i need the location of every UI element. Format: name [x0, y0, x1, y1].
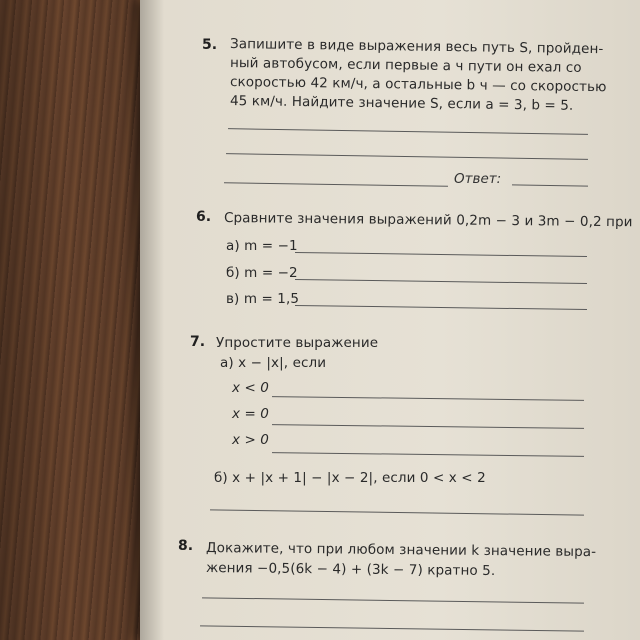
answer-line[interactable] — [210, 509, 584, 515]
answer-line[interactable] — [295, 305, 587, 310]
answer-field-line[interactable] — [512, 184, 588, 186]
problem-5-line-4: 45 км/ч. Найдите значение S, если a = 3, b = 5. — [229, 93, 574, 114]
answer-line[interactable] — [272, 396, 584, 401]
problem-7-case-3: x > 0 — [232, 432, 269, 448]
problem-8-line-2: жения −0,5(6k − 4) + (3k − 7) кратно 5. — [205, 560, 496, 580]
problem-6-item-b: б) m = −2 — [226, 265, 298, 281]
problem-8-number: 8. — [178, 538, 194, 554]
answer-line[interactable] — [226, 153, 588, 160]
problem-5-line-3: скоростью 42 км/ч, а остальные b ч — со скоростью — [229, 74, 607, 96]
workbook-page — [140, 0, 640, 640]
answer-line[interactable] — [224, 182, 448, 187]
problem-7-part-a: а) x − |x|, если — [220, 355, 327, 371]
problem-7-title: Упростите выражение — [216, 335, 379, 351]
problem-8-line-1: Докажите, что при любом значении k значение выра- — [205, 540, 597, 561]
problem-7-case-2: x = 0 — [232, 406, 269, 422]
problem-5-line-2: ный автобусом, если первые a ч пути он ехал со — [229, 55, 582, 76]
answer-line[interactable] — [272, 452, 584, 457]
problem-7-part-b: б) x + |x + 1| − |x − 2|, если 0 < x < 2 — [214, 470, 486, 486]
answer-line[interactable] — [202, 597, 584, 603]
answer-line[interactable] — [272, 424, 584, 429]
answer-label: Ответ: — [454, 171, 502, 187]
problem-6-number: 6. — [196, 209, 212, 225]
page-shadow — [140, 0, 164, 640]
problem-5-line-1: Запишите в виде выражения весь путь S, пройден- — [229, 36, 604, 58]
problem-5-number: 5. — [202, 37, 218, 53]
problem-6-title: Сравните значения выражений 0,2m − 3 и 3m − 0,2 при — [223, 210, 633, 231]
answer-line[interactable] — [200, 625, 584, 631]
answer-line[interactable] — [295, 252, 587, 257]
problem-6-item-c: в) m = 1,5 — [226, 291, 300, 307]
problem-7-number: 7. — [190, 334, 206, 350]
problem-7-case-1: x < 0 — [232, 380, 269, 396]
problem-6-item-a: а) m = −1 — [226, 238, 298, 254]
answer-line[interactable] — [228, 128, 588, 135]
answer-line[interactable] — [295, 279, 587, 284]
